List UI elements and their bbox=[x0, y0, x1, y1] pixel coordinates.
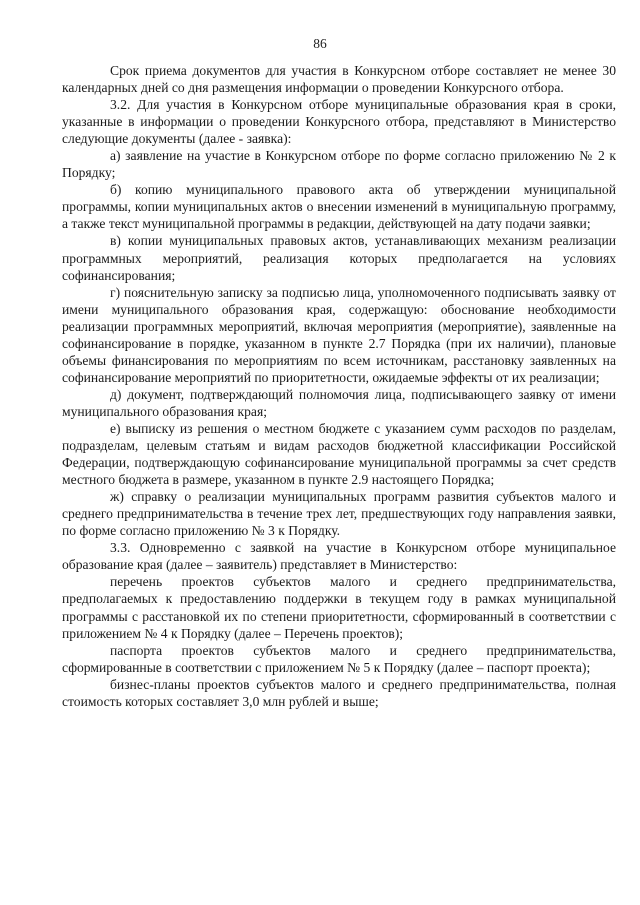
list-item-v: в) копии муниципальных правовых актов, устанавливающих механизм реализации программных мероприятий, реализация которых предполагается на условиях софинансирования; bbox=[62, 233, 616, 283]
document-body bbox=[62, 62, 616, 710]
paragraph-submission-period: Срок приема документов для участия в Конкурсном отборе составляет не менее 30 календарных дней со дня размещения информации о проведении Конкурсного отбора. bbox=[62, 63, 616, 96]
list-item-e: е) выписку из решения о местном бюджете с указанием сумм расходов по разделам, подразделам, целевым статьям и видам расходов бюджетной классификации Российской Федерации, подтверждающую софинансирование муниципальной программы за счет средств местного бюджета в размере, указанном в пункте 2.9 настоящего Порядка; bbox=[62, 420, 616, 488]
paragraph-projects-list: перечень проектов субъектов малого и среднего предпринимательства, предполагаемых к предоставлению поддержки в текущем году в рамках муниципальной программы с расстановкой их по степени приоритетности, сформированный в соответствии с приложением № 4 к Порядку (далее – Перечень проектов); bbox=[62, 574, 616, 641]
paragraph-3-2: 3.2. Для участия в Конкурсном отборе муниципальные образования края в сроки, указанные в информации о проведении Конкурсного отбора, представляют в Министерство следующие документы (далее - заявка): bbox=[62, 97, 616, 147]
list-item-d: д) документ, подтверждающий полномочия лица, подписывающего заявку от имени муниципального образования края; bbox=[62, 386, 616, 419]
paragraph-project-passports: паспорта проектов субъектов малого и среднего предпринимательства, сформированные в соответствии с приложением № 5 к Порядку (далее – паспорт проекта); bbox=[62, 642, 616, 675]
list-item-zh: ж) справку о реализации муниципальных программ развития субъектов малого и среднего предпринимательства в течение трех лет, предшествующих году направления заявки, по форме согласно приложению № 3 к Порядку. bbox=[62, 489, 616, 539]
list-item-g: г) пояснительную записку за подписью лица, уполномоченного подписывать заявку от имени муниципального образования края, содержащую: обоснование необходимости реализации программных мероприятий, включая мероприятия (мероприятие), заявленные на софинансирование в порядке, указанном в пункте 2.7 Порядка (при их наличии), плановые объемы финансирования по мероприятиям по всем источникам, расстановку заявленных на софинансирование мероприятий по приоритетности, ожидаемые эффекты от их реализации; bbox=[62, 284, 616, 385]
list-item-a: а) заявление на участие в Конкурсном отборе по форме согласно приложению № 2 к Порядку; bbox=[62, 148, 616, 181]
paragraph-3-3: 3.3. Одновременно с заявкой на участие в Конкурсном отборе муниципальное образование края (далее – заявитель) представляет в Министерство: bbox=[62, 540, 616, 573]
paragraph-business-plans: бизнес-планы проектов субъектов малого и среднего предпринимательства, полная стоимость которых составляет 3,0 млн рублей и выше; bbox=[62, 676, 616, 709]
page-number: 86 bbox=[313, 36, 327, 51]
list-item-b: б) копию муниципального правового акта об утверждении муниципальной программы, копии муниципальных актов о внесении изменений в муниципальную программу, а также текст муниципальной программы в редакции, действующей на дату подачи заявки; bbox=[62, 182, 616, 232]
